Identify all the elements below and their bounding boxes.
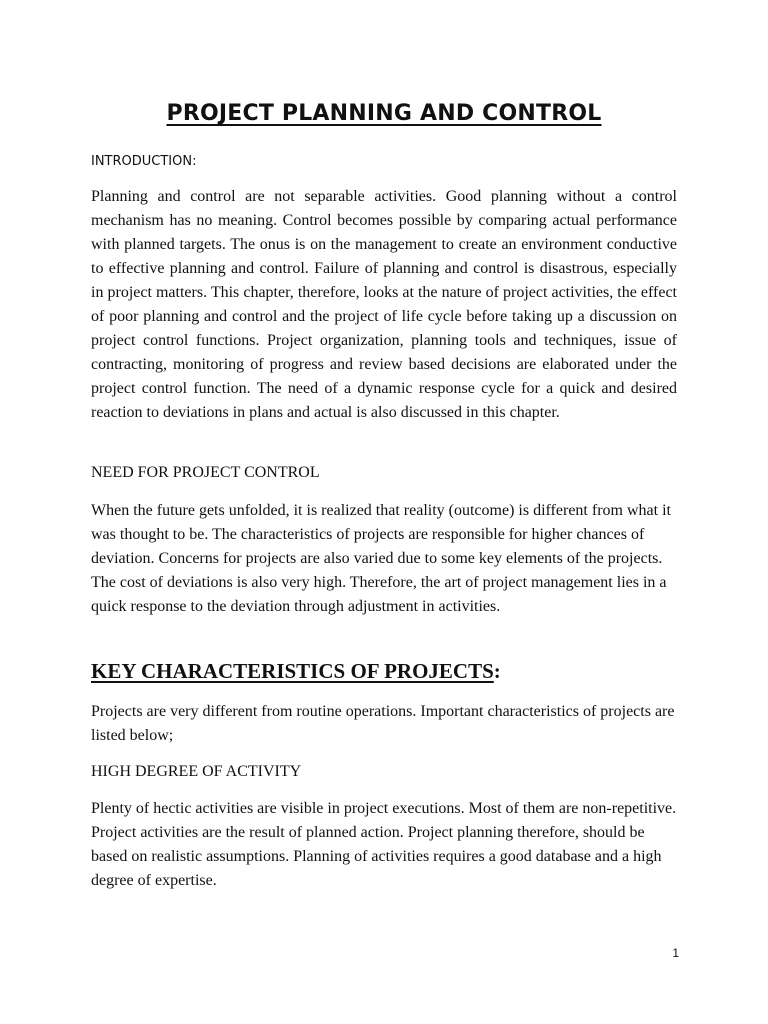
high-degree-of-activity-label: HIGH DEGREE OF ACTIVITY [91,763,302,780]
key-characteristics-heading-text: KEY CHARACTERISTICS OF PROJECTS [91,659,494,683]
key-characteristics-heading [91,657,501,685]
high-degree-of-activity-paragraph: Plenty of hectic activities are visible in project executions. Most of them are non-repetitive. Project activities are the result of planned action. Project planning therefore, should be based on realistic assumptions. Planning of activities requires a good database and a high degree of expertise. [91,800,677,889]
need-for-project-control-paragraph: When the future gets unfolded, it is realized that reality (outcome) is different from what it was thought to be. The characteristics of projects are responsible for higher chances of deviation. Concerns for projects are also varied due to some key elements of the projects. The cost of deviations is also very high. Therefore, the art of project management lies in a quick response to the deviation through adjustment in activities. [91,502,671,615]
document-title: PROJECT PLANNING AND CONTROL [166,101,602,126]
key-characteristics-heading-suffix: : [493,659,501,683]
key-characteristics-paragraph: Projects are very different from routine operations. Important characteristics of projects are listed below; [91,703,675,744]
page-number: 1 [672,946,679,960]
need-for-project-control-label: NEED FOR PROJECT CONTROL [91,464,320,481]
introduction-paragraph: Planning and control are not separable activities. Good planning without a control mechanism has no meaning. Control becomes possible by comparing actual performance with planned targets. The onus is on the management to create an environment conductive to effective planning and control. Failure of planning and control is disastrous, especially in project matters. This chapter, therefore, looks at the nature of project activities, the effect of poor planning and control and the project of life cycle before taking up a discussion on project control functions. Project organization, planning tools and techniques, issue of contracting, monitoring of progress and review based decisions are elaborated under the project control function. The need of a dynamic response cycle for a quick and desired reaction to deviations in plans and actual is also discussed in this chapter. [91,188,677,421]
introduction-label: INTRODUCTION: [91,154,197,169]
